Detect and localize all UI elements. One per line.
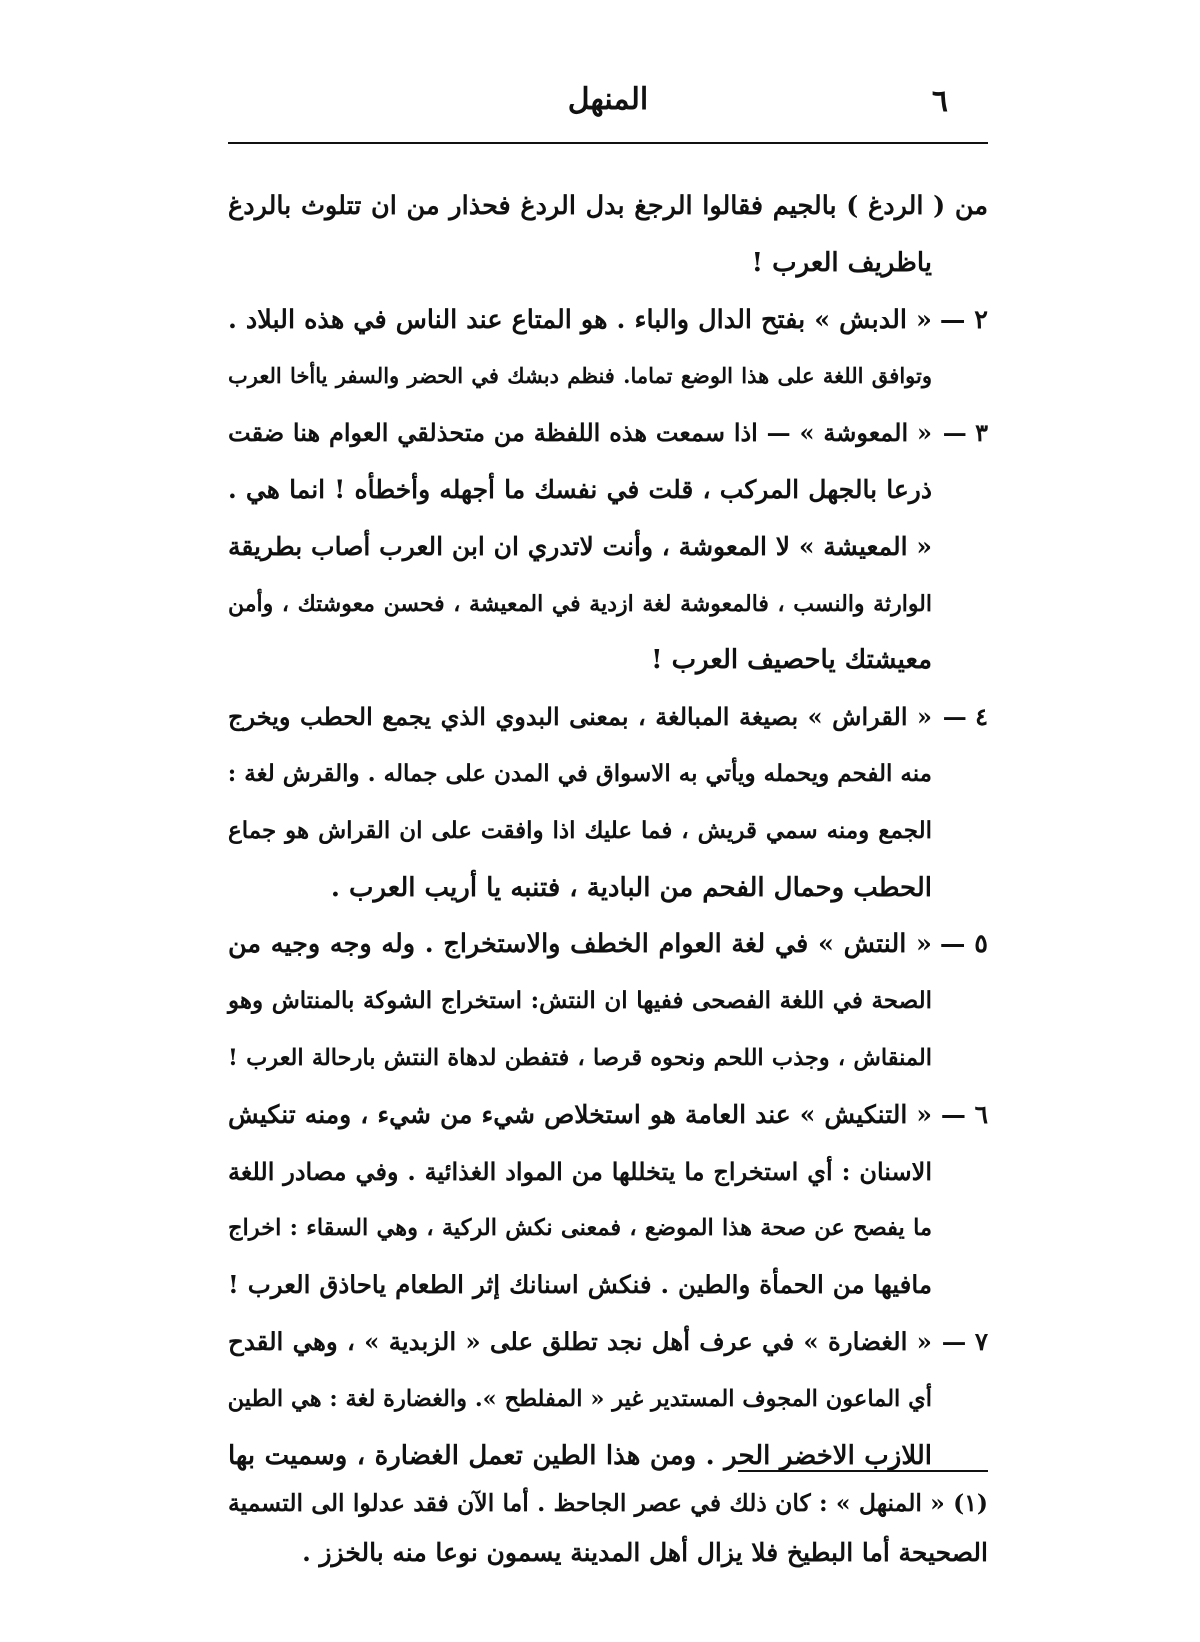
item-number: ٧ — (941, 1326, 988, 1356)
text-line (228, 916, 988, 973)
text-line (228, 576, 988, 633)
text-line (228, 235, 988, 292)
line-text: ذرعا بالجهل المركب ، قلت في نفسك ما أجهله وأخطأه ! انما هي . (228, 474, 932, 504)
line-text: الوارثة والنسب ، فالمعوشة لغة ازدية في المعيشة ، فحسن معوشتك ، وأمن (228, 590, 932, 617)
text-line (228, 1314, 988, 1371)
header-divider (228, 142, 988, 144)
line-text: ما يفصح عن صحة هذا الموضع ، فمعنى نكش الركية ، وهي السقاء : اخراج (228, 1215, 932, 1242)
line-text: « المعوشة » — اذا سمعت هذه اللفظة من متحذلقي العوام هنا ضقت (228, 418, 932, 448)
running-title: المنهل (567, 82, 649, 117)
line-text: منه الفحم ويحمله ويأتي به الاسواق في المدن على جماله . والقرش لغة : (227, 759, 932, 787)
footnote-line: الصحيحة أما البطيخ فلا يزال أهل المدينة يسمون نوعا منه بالخزز . (302, 1538, 988, 1567)
page-header (228, 82, 988, 132)
text-line (228, 1257, 988, 1314)
line-text: من ( الردغ ) بالجيم فقالوا الرجغ بدل الردغ فحذار من ان تتلوث بالردغ (228, 191, 988, 221)
text-line (228, 803, 988, 860)
line-text: الصحة في اللغة الفصحى ففيها ان النتش: استخراج الشوكة بالمنتاش وهو (228, 987, 932, 1015)
footnotes (228, 1478, 988, 1578)
text-line (228, 1087, 988, 1144)
line-text: الجمع ومنه سمي قريش ، فما عليك اذا وافقت على ان القراش هو جماع (228, 816, 932, 844)
text-line (228, 178, 988, 235)
text-line (228, 1200, 988, 1257)
page-number: ٦ (931, 84, 948, 119)
line-text: اللازب الاخضر الحر . ومن هذا الطين تعمل الغضارة ، وسميت بها (228, 1440, 932, 1471)
text-line (228, 689, 988, 746)
text-line (228, 348, 988, 405)
footnote-divider (738, 1470, 988, 1472)
text-line (228, 746, 988, 803)
line-text: « الغضارة » في عرف أهل نجد تطلق على « الزبدية » ، وهي القدح (228, 1326, 932, 1356)
body-text (228, 178, 988, 1484)
line-text: ياظريف العرب ! (751, 247, 932, 278)
text-line (228, 632, 988, 689)
line-text: معيشتك ياحصيف العرب ! (651, 645, 932, 676)
text-line (228, 292, 988, 349)
line-text: أي الماعون المجوف المستدير غير « المفلطح ». والغضارة لغة : هي الطين (227, 1385, 932, 1412)
line-text: الاسنان : أي استخراج ما يتخللها من المواد الغذائية . وفي مصادر اللغة (228, 1156, 932, 1186)
text-line (228, 860, 988, 917)
footnote-line: (١) « المنهل » : كان ذلك في عصر الجاحظ . أما الآن فقد عدلوا الى التسمية (228, 1489, 988, 1517)
line-text: « الدبش » بفتح الدال والباء . هو المتاع عند الناس في هذه البلاد . (228, 304, 932, 335)
item-number: ٤ — (942, 702, 988, 732)
line-text: وتوافق اللغة على هذا الوضع تماما. فنظم دبشك في الحضر والسفر ياأخا العرب (228, 363, 932, 389)
text-line (228, 462, 988, 519)
line-text: « التنكيش » عند العامة هو استخلاص شيء من شيء ، ومنه تنكيش (228, 1099, 932, 1129)
text-line (228, 1030, 988, 1087)
line-text: « المعيشة » لا المعوشة ، وأنت لاتدري ان ابن العرب أصاب بطريقة (228, 531, 932, 561)
text-line (228, 405, 988, 462)
text-line (228, 1371, 988, 1428)
text-line (228, 519, 988, 576)
item-number: ٢ — (939, 304, 988, 335)
line-text: « النتش » في لغة العوام الخطف والاستخراج . وله وجه وجيه من (228, 929, 932, 960)
text-line (228, 1428, 988, 1485)
item-number: ٣ — (942, 418, 988, 448)
item-number: ٦ — (940, 1099, 988, 1129)
text-line (228, 973, 988, 1030)
item-number: ٥ — (939, 929, 988, 960)
text-line (228, 1144, 988, 1201)
line-text: المنقاش ، وجذب اللحم ونحوه قرصا ، فتفطن لدهاة النتش بارحالة العرب ! (228, 1044, 932, 1071)
line-text: « القراش » بصيغة المبالغة ، بمعنى البدوي الذي يجمع الحطب ويخرج (228, 702, 932, 732)
line-text: مافيها من الحمأة والطين . فنكش اسنانك إثر الطعام ياحاذق العرب ! (228, 1270, 932, 1300)
line-text: الحطب وحمال الفحم من البادية ، فتنبه يا أريب العرب . (330, 872, 932, 903)
